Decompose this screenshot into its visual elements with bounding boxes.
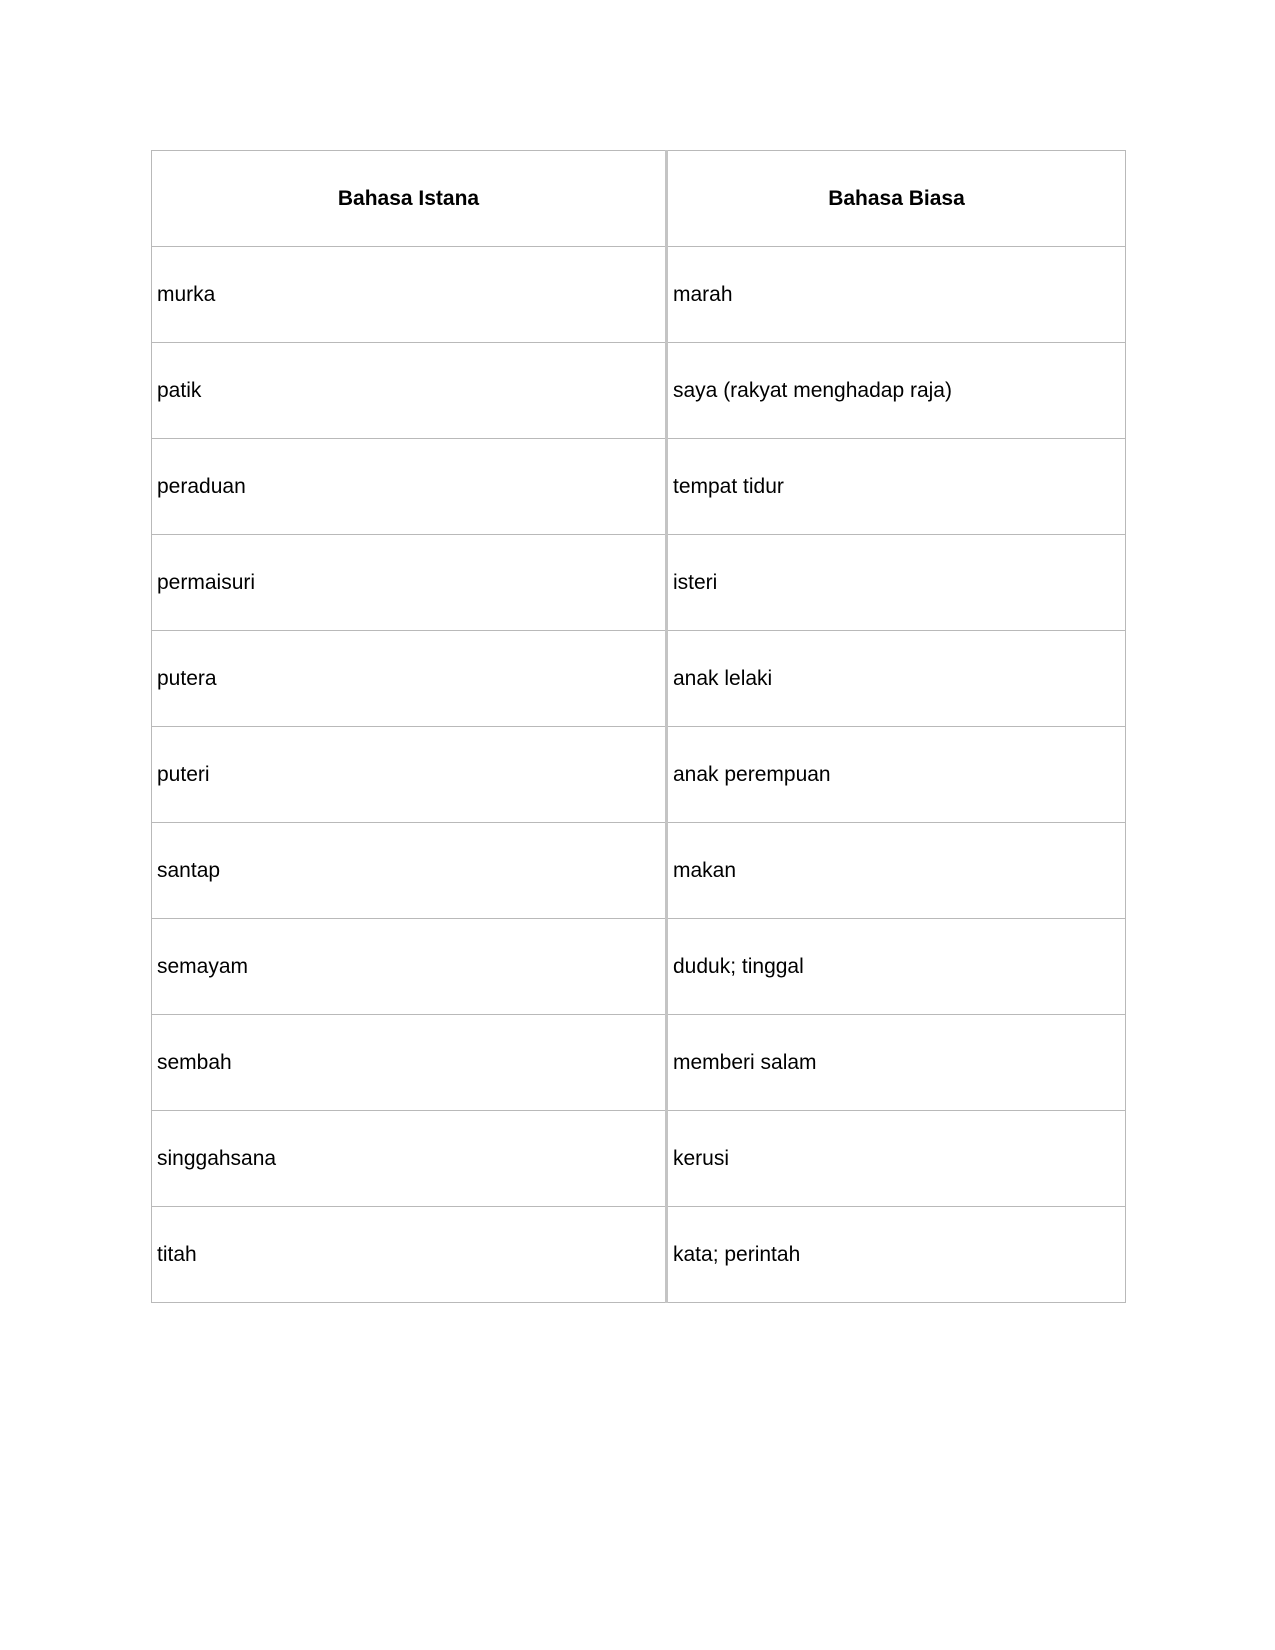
cell-bahasa-istana: sembah xyxy=(152,1015,667,1111)
cell-bahasa-istana: titah xyxy=(152,1207,667,1303)
cell-bahasa-biasa: tempat tidur xyxy=(667,439,1126,535)
table-row xyxy=(152,823,1126,919)
table-row xyxy=(152,343,1126,439)
table-row xyxy=(152,1015,1126,1111)
column-header-bahasa-istana: Bahasa Istana xyxy=(152,151,667,247)
cell-bahasa-istana: peraduan xyxy=(152,439,667,535)
table-header-row xyxy=(152,151,1126,247)
table-row xyxy=(152,1207,1126,1303)
table-header xyxy=(152,151,1126,247)
cell-bahasa-istana: santap xyxy=(152,823,667,919)
table-row xyxy=(152,919,1126,1015)
cell-bahasa-istana: patik xyxy=(152,343,667,439)
cell-bahasa-biasa: kata; perintah xyxy=(667,1207,1126,1303)
table-row xyxy=(152,1111,1126,1207)
cell-bahasa-istana: singgahsana xyxy=(152,1111,667,1207)
table-row xyxy=(152,535,1126,631)
cell-bahasa-biasa: kerusi xyxy=(667,1111,1126,1207)
cell-bahasa-biasa: duduk; tinggal xyxy=(667,919,1126,1015)
cell-bahasa-istana: permaisuri xyxy=(152,535,667,631)
table-row xyxy=(152,631,1126,727)
table-row xyxy=(152,247,1126,343)
table-body xyxy=(152,247,1126,1303)
cell-bahasa-biasa: makan xyxy=(667,823,1126,919)
vocabulary-table xyxy=(151,150,1126,1303)
cell-bahasa-biasa: memberi salam xyxy=(667,1015,1126,1111)
cell-bahasa-istana: semayam xyxy=(152,919,667,1015)
cell-bahasa-istana: puteri xyxy=(152,727,667,823)
cell-bahasa-istana: putera xyxy=(152,631,667,727)
cell-bahasa-biasa: marah xyxy=(667,247,1126,343)
cell-bahasa-biasa: anak perempuan xyxy=(667,727,1126,823)
table-row xyxy=(152,439,1126,535)
cell-bahasa-biasa: isteri xyxy=(667,535,1126,631)
table-row xyxy=(152,727,1126,823)
column-header-bahasa-biasa: Bahasa Biasa xyxy=(667,151,1126,247)
cell-bahasa-biasa: anak lelaki xyxy=(667,631,1126,727)
cell-bahasa-istana: murka xyxy=(152,247,667,343)
cell-bahasa-biasa: saya (rakyat menghadap raja) xyxy=(667,343,1126,439)
